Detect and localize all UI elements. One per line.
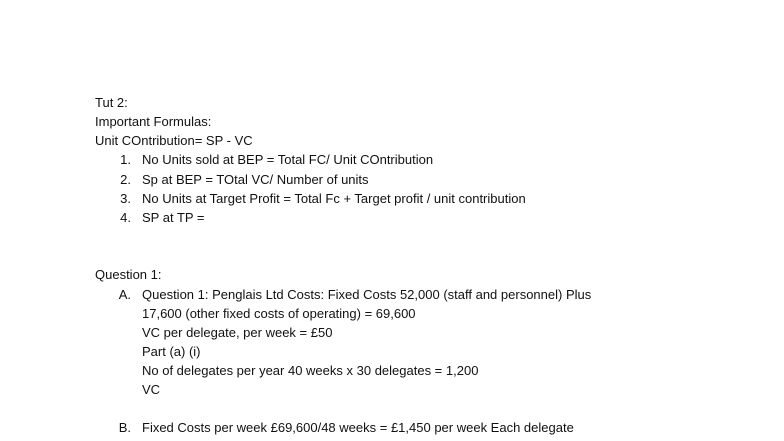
- unit-contribution-formula: Unit COntribution= SP - VC: [95, 133, 253, 148]
- document-heading: Tut 2:: [95, 95, 128, 110]
- formula-text: No Units at Target Profit = Total Fc + Target profit / unit contribution: [142, 191, 526, 206]
- question-line: No of delegates per year 40 weeks x 30 delegates = 1,200: [142, 363, 479, 378]
- list-marker: B.: [118, 420, 131, 435]
- formulas-title: Important Formulas:: [95, 114, 212, 129]
- question-line: Fixed Costs per week £69,600/48 weeks = £1,450 per week Each delegate: [142, 420, 574, 435]
- question-line: 17,600 (other fixed costs of operating) = 69,600: [142, 306, 416, 321]
- formula-text: SP at TP =: [142, 210, 205, 225]
- list-marker: A.: [118, 287, 131, 302]
- list-marker: 4.: [120, 210, 131, 225]
- formula-text: Sp at BEP = TOtal VC/ Number of units: [142, 172, 369, 187]
- list-marker: 1.: [120, 152, 131, 167]
- question-line: VC per delegate, per week = £50: [142, 325, 333, 340]
- question-title: Question 1:: [95, 267, 162, 282]
- list-marker: 2.: [120, 172, 131, 187]
- question-line: VC: [142, 382, 161, 397]
- formula-text: No Units sold at BEP = Total FC/ Unit COntribution: [142, 152, 434, 167]
- list-marker: 3.: [120, 191, 131, 206]
- question-line: Question 1: Penglais Ltd Costs: Fixed Costs 52,000 (staff and personnel) Plus: [142, 287, 592, 302]
- question-line: Part (a) (i): [142, 344, 201, 359]
